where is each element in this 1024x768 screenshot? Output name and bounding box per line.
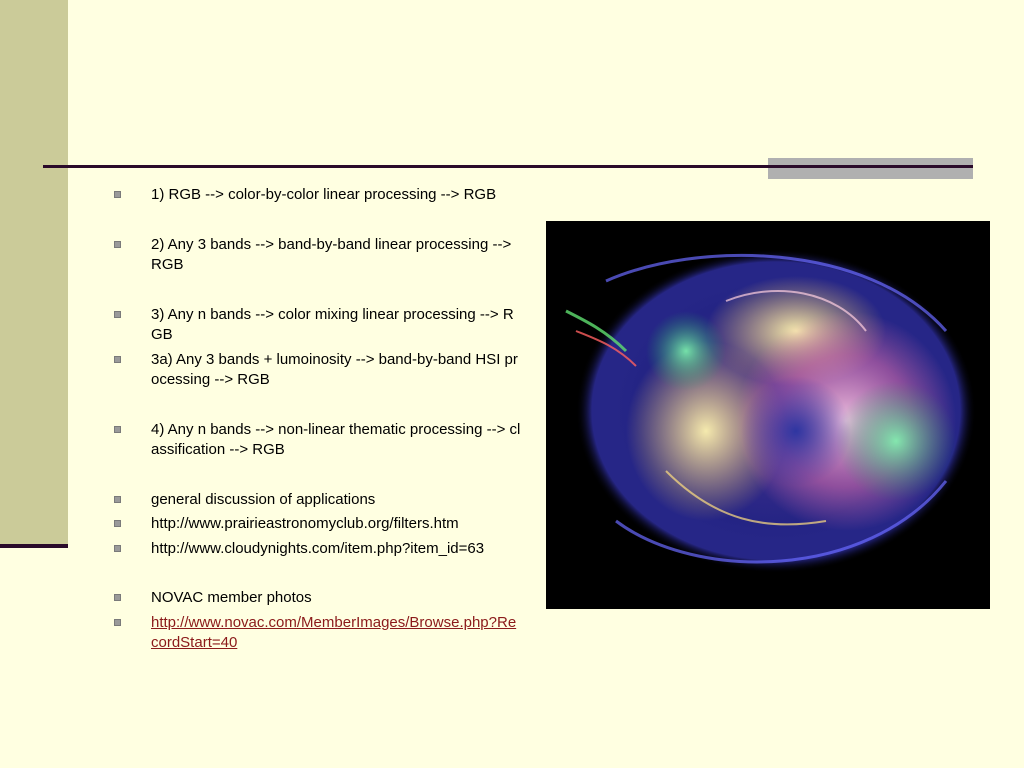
accent-bar-line	[768, 165, 973, 168]
list-item	[112, 613, 522, 654]
novac-link[interactable]: http://www.novac.com/MemberImages/Browse.php?RecordStart=40	[151, 613, 517, 651]
bullet-square-icon	[114, 191, 121, 198]
bullet-square-icon	[114, 619, 121, 626]
bullet-square-icon	[114, 520, 121, 527]
bullet-text: NOVAC member photos	[151, 589, 312, 606]
list-item	[112, 514, 522, 535]
bullet-text: http://www.cloudynights.com/item.php?item_id=63	[151, 539, 485, 557]
list-item	[112, 420, 522, 461]
bullet-text: 2) Any 3 bands --> band-by-band linear processing --> RGB	[151, 235, 512, 273]
bullet-text: 3a) Any 3 bands + lumoinosity --> band-by-band HSI processing --> RGB	[151, 350, 518, 388]
bullet-square-icon	[114, 496, 121, 503]
list-item	[112, 305, 522, 346]
bullet-text: 3) Any n bands --> color mixing linear processing --> RGB	[151, 305, 514, 343]
nebula-photo	[546, 221, 990, 609]
bullet-text: 4) Any n bands --> non-linear thematic processing --> classification --> RGB	[151, 420, 521, 458]
bullet-text: http://www.prairieastronomyclub.org/filters.htm	[151, 515, 459, 532]
bullet-square-icon	[114, 545, 121, 552]
bullet-square-icon	[114, 356, 121, 363]
bullet-text: general discussion of applications	[151, 490, 376, 508]
list-item	[112, 588, 522, 609]
bullet-square-icon	[114, 594, 121, 601]
side-band	[0, 0, 68, 545]
list-item	[112, 539, 522, 560]
bullet-list	[112, 185, 522, 658]
bullet-square-icon	[114, 426, 121, 433]
list-item	[112, 350, 522, 391]
list-item	[112, 490, 522, 511]
bullet-square-icon	[114, 311, 121, 318]
list-item	[112, 235, 522, 276]
side-band-underline	[0, 544, 68, 548]
accent-bar	[768, 158, 973, 179]
bullet-square-icon	[114, 241, 121, 248]
nebula-illustration	[546, 221, 990, 609]
list-item	[112, 185, 522, 206]
bullet-text: 1) RGB --> color-by-color linear processing --> RGB	[151, 186, 497, 203]
